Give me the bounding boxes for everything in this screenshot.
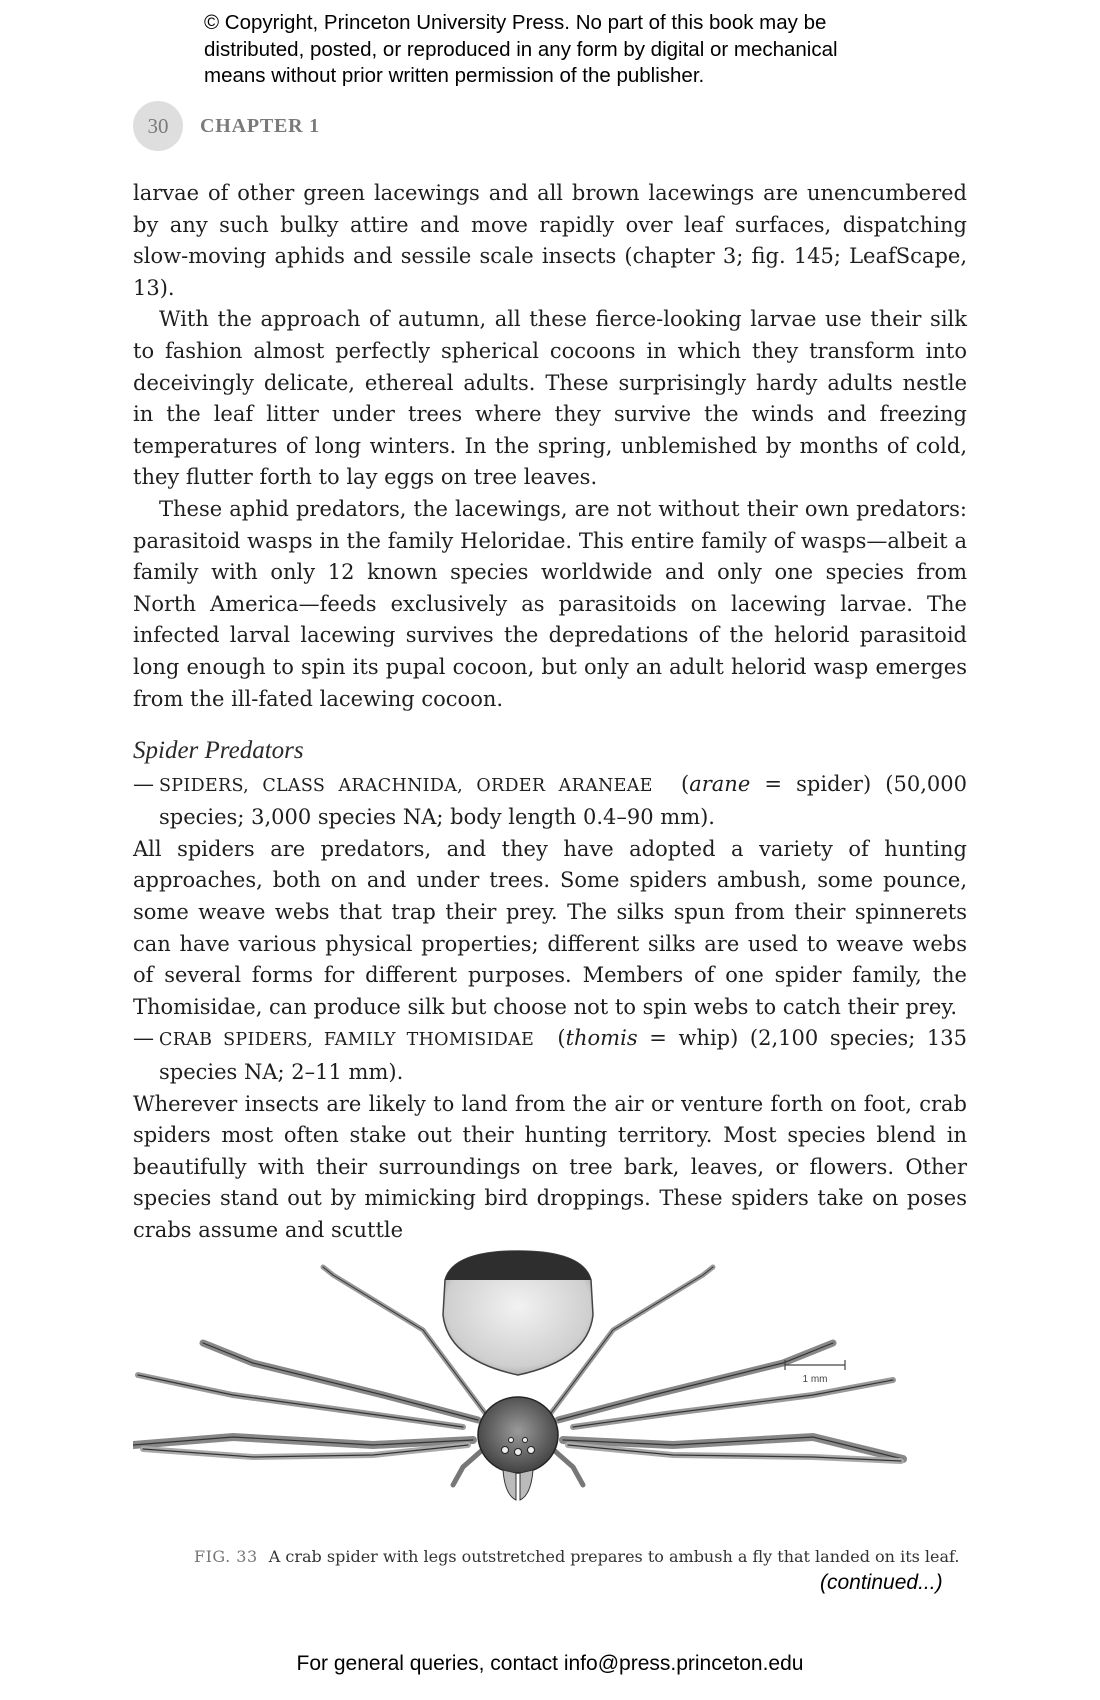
figure-label: FIG. 33 (194, 1547, 258, 1566)
entry-dash: — (133, 1026, 154, 1051)
footer-contact: For general queries, contact info@press.princeton.edu (296, 1652, 804, 1675)
body-text (133, 178, 967, 1247)
paragraph: These aphid predators, the lacewings, are not without their own predators: parasitoid wasps in the family Heloridae. This entire family of wasps—albeit a family with only 12 known species worldwide and only one species from North America—feeds exclusively as parasitoids on lacewing larvae. The infected larval lacewing survives the depredations of the helorid parasitoid long enough to spin its pupal cocoon, but only an adult helorid wasp emerges from the ill-fated lacewing cocoon. (133, 496, 967, 711)
taxon-details: = spider) (50,000 species; 3,000 species NA; body length 0.4–90 mm). (159, 771, 967, 830)
spider-chelicerae (503, 1470, 533, 1500)
etymology-term: thomis (565, 1026, 638, 1051)
paren: ( (557, 1026, 566, 1051)
scale-bar (785, 1360, 845, 1385)
copyright-line: distributed, posted, or reproduced in any form by digital or mechanical (204, 37, 838, 61)
caption-text: A crab spider with legs outstretched prepares to ambush a fly that landed on its leaf. (268, 1547, 960, 1566)
figure-caption (194, 1547, 974, 1566)
taxon-entry-crab-spiders (133, 1023, 967, 1088)
paren: ( (681, 771, 690, 796)
taxon-entry-spiders (133, 769, 967, 834)
paragraph: All spiders are predators, and they have adopted a variety of hunting approaches, both on and under trees. Some spiders ambush, some pounce, some weave webs that trap their prey. The silks spun from their spinnerets can have various physical properties; different silks are used to weave webs of several forms for different purposes. Members of one spider family, the Thomisidae, can produce silk but choose not to spin webs to catch their prey. (133, 836, 967, 1019)
paragraph: With the approach of autumn, all these fierce-looking larvae use their silk to fashion almost perfectly spherical cocoons in which they transform into deceivingly delicate, ethereal adults. These surprisingly hardy adults nestle in the leaf litter under trees where they survive the winds and freezing temperatures of long winters. In the spring, unblemished by months of cold, they flutter forth to lay eggs on tree leaves. (133, 307, 967, 490)
scale-bar-label: 1 mm (802, 1374, 828, 1385)
paragraph: larvae of other green lacewings and all brown lacewings are unencumbered by any such bulky attire and move rapidly over leaf surfaces, dispatching slow-moving aphids and sessile scale insects (chapter 3; fig. 145; LeafScape, 13). (133, 181, 967, 300)
taxon-details: = whip) (2,100 species; 135 species NA; 2–11 mm). (159, 1026, 967, 1085)
abdomen-band (445, 1251, 591, 1280)
page-number: 30 (133, 101, 183, 151)
taxon-name: CRAB SPIDERS, FAMILY THOMISIDAE (159, 1030, 535, 1051)
chapter-label: CHAPTER 1 (200, 114, 320, 137)
copyright-line: © Copyright, Princeton University Press. No part of this book may be (204, 11, 827, 34)
running-header (133, 101, 320, 151)
etymology-term: arane (689, 771, 751, 796)
section-subheading: Spider Predators (133, 737, 304, 765)
paragraph: Wherever insects are likely to land from the air or venture forth on foot, crab spiders most often stake out their hunting territory. Most species blend in beautifully with their surroundings on tree bark, leaves, or flowers. Other species stand out by mimicking bird droppings. These spiders take on poses crabs assume and scuttle (133, 1091, 967, 1242)
spider-cephalothorax (478, 1397, 558, 1473)
copyright-notice (204, 10, 964, 90)
taxon-name: SPIDERS, CLASS ARACHNIDA, ORDER ARANEAE (159, 775, 653, 796)
crab-spider-illustration (133, 1245, 967, 1525)
continued-note: (continued...) (820, 1571, 943, 1594)
entry-dash: — (133, 771, 154, 796)
spider-drawing (133, 1245, 967, 1525)
copyright-line: means without prior written permission of the publisher. (204, 64, 705, 87)
